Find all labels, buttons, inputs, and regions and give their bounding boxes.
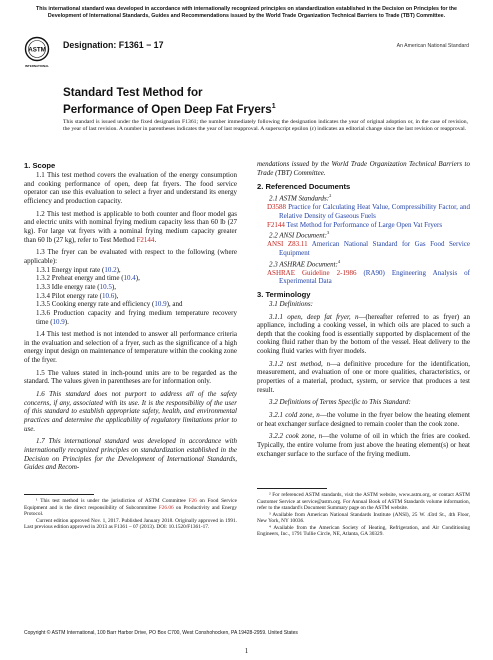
subsection-2-2: 2.2 ANSI Document:$^3$	[269, 230, 330, 240]
scope-list	[24, 266, 237, 327]
footnote-1-edition: Current edition approved Nov. 1, 2017. Published January 2018. Originally approved in 1991. Last previous edition approved in 2013 as F1361 – 07 (2013). DOI: 10.1520/F1361-17.	[24, 517, 237, 530]
ashrae-reference	[257, 269, 470, 286]
scope-item: 1.3.6 Production capacity and frying medium temperature recovery time (10.9).	[36, 308, 237, 326]
para-1-4: 1.4 This test method is not intended to answer all performance criteria in the evaluation and selection of a fryer, such as the significance of a high energy input design on maintenance of temperature within the cooking zone of the fryer.	[24, 330, 237, 365]
ansi-reference-list	[257, 240, 470, 257]
svg-text:ASTM: ASTM	[28, 46, 46, 54]
section-1-heading: 1. Scope	[24, 161, 56, 170]
preface-note: This standard is issued under the fixed designation F1361; the number immediately following the designation indicates the year of original adoption or, in the case of revision, the year of last revision. A number in parentheses indicates the year of last reapproval. A superscript epsilon (ε) indicates an editorial change since the last revision or reapproval.	[63, 119, 468, 133]
scope-item: 1.3.1 Energy input rate (10.2),	[36, 265, 121, 274]
title-line-1: Standard Test Method for	[63, 86, 203, 99]
ashrae-reference-list	[257, 269, 470, 286]
definition-3-1-2: 3.1.2 test method, n—a definitive procedure for the identification, measurement, and evaluation of one or more qualities, characteristics, or properties of a material, product, system, or service that produces a test result.	[257, 359, 471, 394]
astm-reference	[257, 221, 470, 230]
designation: Designation: F1361 − 17	[63, 40, 164, 50]
para-1-1: 1.1 This test method covers the evaluation of the energy consumption and cooking performance of open, deep fat fryers. The food service operator can use this evaluation to select a fryer and understand its energy efficiency and production capacity.	[24, 171, 237, 205]
definition-3-1-1: 3.1.1 open, deep fat fryer, n—(hereafter referred to as fryer) an appliance, including a cooking vessel, in which oils are placed to such a depth that the cooking food is essentially supported by displacement of the cooking fluid rather than by the bottom of the vessel. Heat delivery to the cooking fluid varies with fryer models.	[257, 312, 471, 356]
ansi-reference-title[interactable]: American National Standard for Gas Food Service Equipment	[279, 240, 470, 257]
footnote-1: ¹ This test method is under the jurisdiction of ASTM Committee F26 on Food Service Equipment and is the direct responsibility of Subcommittee F26.06 on Productivity and Energy Protocol.	[24, 498, 237, 517]
scope-item: 1.3.2 Preheat energy and time (10.4),	[36, 274, 140, 283]
astm-reference-title[interactable]: Test Method for Performance of Large Open Vat Fryers	[284, 220, 443, 229]
para-1-7: 1.7 This international standard was developed in accordance with internationally recognized principles on standardization established in the Decision on Principles for the Development of International Standards, Guides and Recom-	[24, 437, 237, 472]
document-title	[63, 86, 403, 116]
section-link[interactable]: 10.4	[123, 274, 136, 283]
definition-3-2-1: 3.2.1 cold zone, n—the volume in the fryer below the heating element or heat exchanger surface designed to remain cooler than the cook zone.	[257, 411, 470, 428]
section-link[interactable]: 10.6	[101, 291, 115, 300]
section-link[interactable]: 10.2	[104, 265, 117, 274]
section-link[interactable]: 10.9	[52, 317, 65, 326]
link-f2144[interactable]: F2144	[136, 235, 155, 244]
left-column	[24, 160, 237, 531]
subsection-2-1: 2.1 ASTM Standards:$^2$	[269, 193, 332, 203]
title-line-2: Performance of Open Deep Fat Fryers$^1$	[63, 102, 276, 116]
astm-reference-code[interactable]: D3588	[267, 203, 287, 212]
title-footnote-ref: 1	[271, 102, 276, 110]
ansi-reference-code[interactable]: ANSI Z83.11	[267, 240, 308, 249]
right-column	[257, 160, 470, 538]
logo-text: INTERNATIONAL	[24, 64, 50, 68]
subsection-3-1: 3.1 Definitions:	[269, 299, 313, 308]
ashrae-reference-title[interactable]: Engineering Analysis of Experimental Data	[279, 268, 470, 286]
astm-reference-list	[257, 203, 470, 229]
definition-3-2-2: 3.2.2 cook zone, n—the volume of oil in which the fries are cooked. Typically, the entire volume from just above the heating element(s) or heat exchanger surface to the surface of the frying medium.	[257, 432, 470, 458]
para-1-5: 1.5 The values stated in inch-pound units are to be regarded as the standard. The values given in parentheses are for information only.	[24, 368, 237, 386]
ashrae-reference-reapproval[interactable]: (RA90)	[356, 268, 385, 277]
para-1-7-continued: mendations issued by the World Trade Organization Technical Barriers to Trade (TBT) Committee.	[257, 160, 470, 177]
para-1-6: 1.6 This standard does not purport to address all of the safety concerns, if any, associated with its use. It is the responsibility of the user of this standard to establish appropriate safety, health, and environmental practices and determine the applicability of regulatory limitations prior to use.	[24, 390, 237, 433]
para-1-2: 1.2 This test method is applicable to both counter and floor model gas and electric units with nominal frying medium capacity less than 60 lb (27 kg). For large vat fryers with a nominal frying medium capacity greater than 60 lb (27 kg), refer to Test Method F2144.	[24, 209, 237, 244]
section-link[interactable]: 10.5	[99, 282, 112, 291]
link-f26[interactable]: F26	[188, 498, 197, 504]
footnote-rule	[24, 494, 94, 495]
ashrae-reference-code[interactable]: ASHRAE Guideline 2-1986	[267, 268, 357, 277]
astm-logo-icon	[24, 36, 50, 70]
link-f26-06[interactable]: F26.06	[158, 504, 174, 511]
subsection-3-2: 3.2 Definitions of Terms Specific to This Standard:	[269, 398, 411, 407]
astm-reference-title[interactable]: Practice for Calculating Heat Value, Compressibility Factor, and Relative Density of Gaseous Fuels	[279, 203, 470, 220]
section-3-heading: 3. Terminology	[257, 289, 311, 299]
para-1-3: 1.3 The fryer can be evaluated with respect to the following (where applicable):	[24, 248, 237, 265]
page-number: 1	[244, 647, 249, 655]
footnote-3: ³ Available from American National Standards Institute (ANSI), 25 W. 43rd St., 4th Floor, New York, NY 10036.	[257, 511, 470, 525]
footnote-2: ² For referenced ASTM standards, visit the ASTM website, www.astm.org, or contact ASTM Customer Service at service@astm.org. For Annual Book of ASTM Standards volume information, refer to the standard's Document Summary page on the ASTM website.	[257, 492, 470, 512]
standard-type: An American National Standard	[396, 43, 469, 49]
scope-item: 1.3.5 Cooking energy rate and efficiency (10.9), and	[36, 300, 183, 309]
section-2-heading: 2. Referenced Documents	[257, 182, 351, 192]
copyright-footer: Copyright © ASTM International, 100 Barr Harbor Drive, PO Box C700, West Conshohocken, PA 19428-2959. United States	[24, 630, 298, 636]
footnote-4: ⁴ Available from the American Society of Heating, Refrigeration, and Air Conditioning Engineers, Inc., 1791 Tullie Circle, NE, Atlanta, GA 30329.	[257, 524, 470, 538]
trade-notice: This international standard was developed in accordance with internationally recognized principles on standardization established in the Decision on Principles for the Development of International Standards, Guides and Recommendations issued by the World Trade Organization Technical Barriers to Trade (TBT) Committee.	[36, 6, 457, 19]
subsection-2-3: 2.3 ASHRAE Document:$^4$	[269, 258, 341, 268]
ansi-reference	[257, 240, 470, 257]
scope-item: 1.3.4 Pilot energy rate (10.6),	[36, 291, 119, 300]
scope-item: 1.3.3 Idle energy rate (10.5),	[36, 282, 116, 291]
footnote-rule-right	[257, 488, 327, 489]
astm-reference-code[interactable]: F2144	[267, 220, 285, 229]
astm-reference	[257, 203, 470, 220]
section-link[interactable]: 10.9	[154, 300, 167, 309]
